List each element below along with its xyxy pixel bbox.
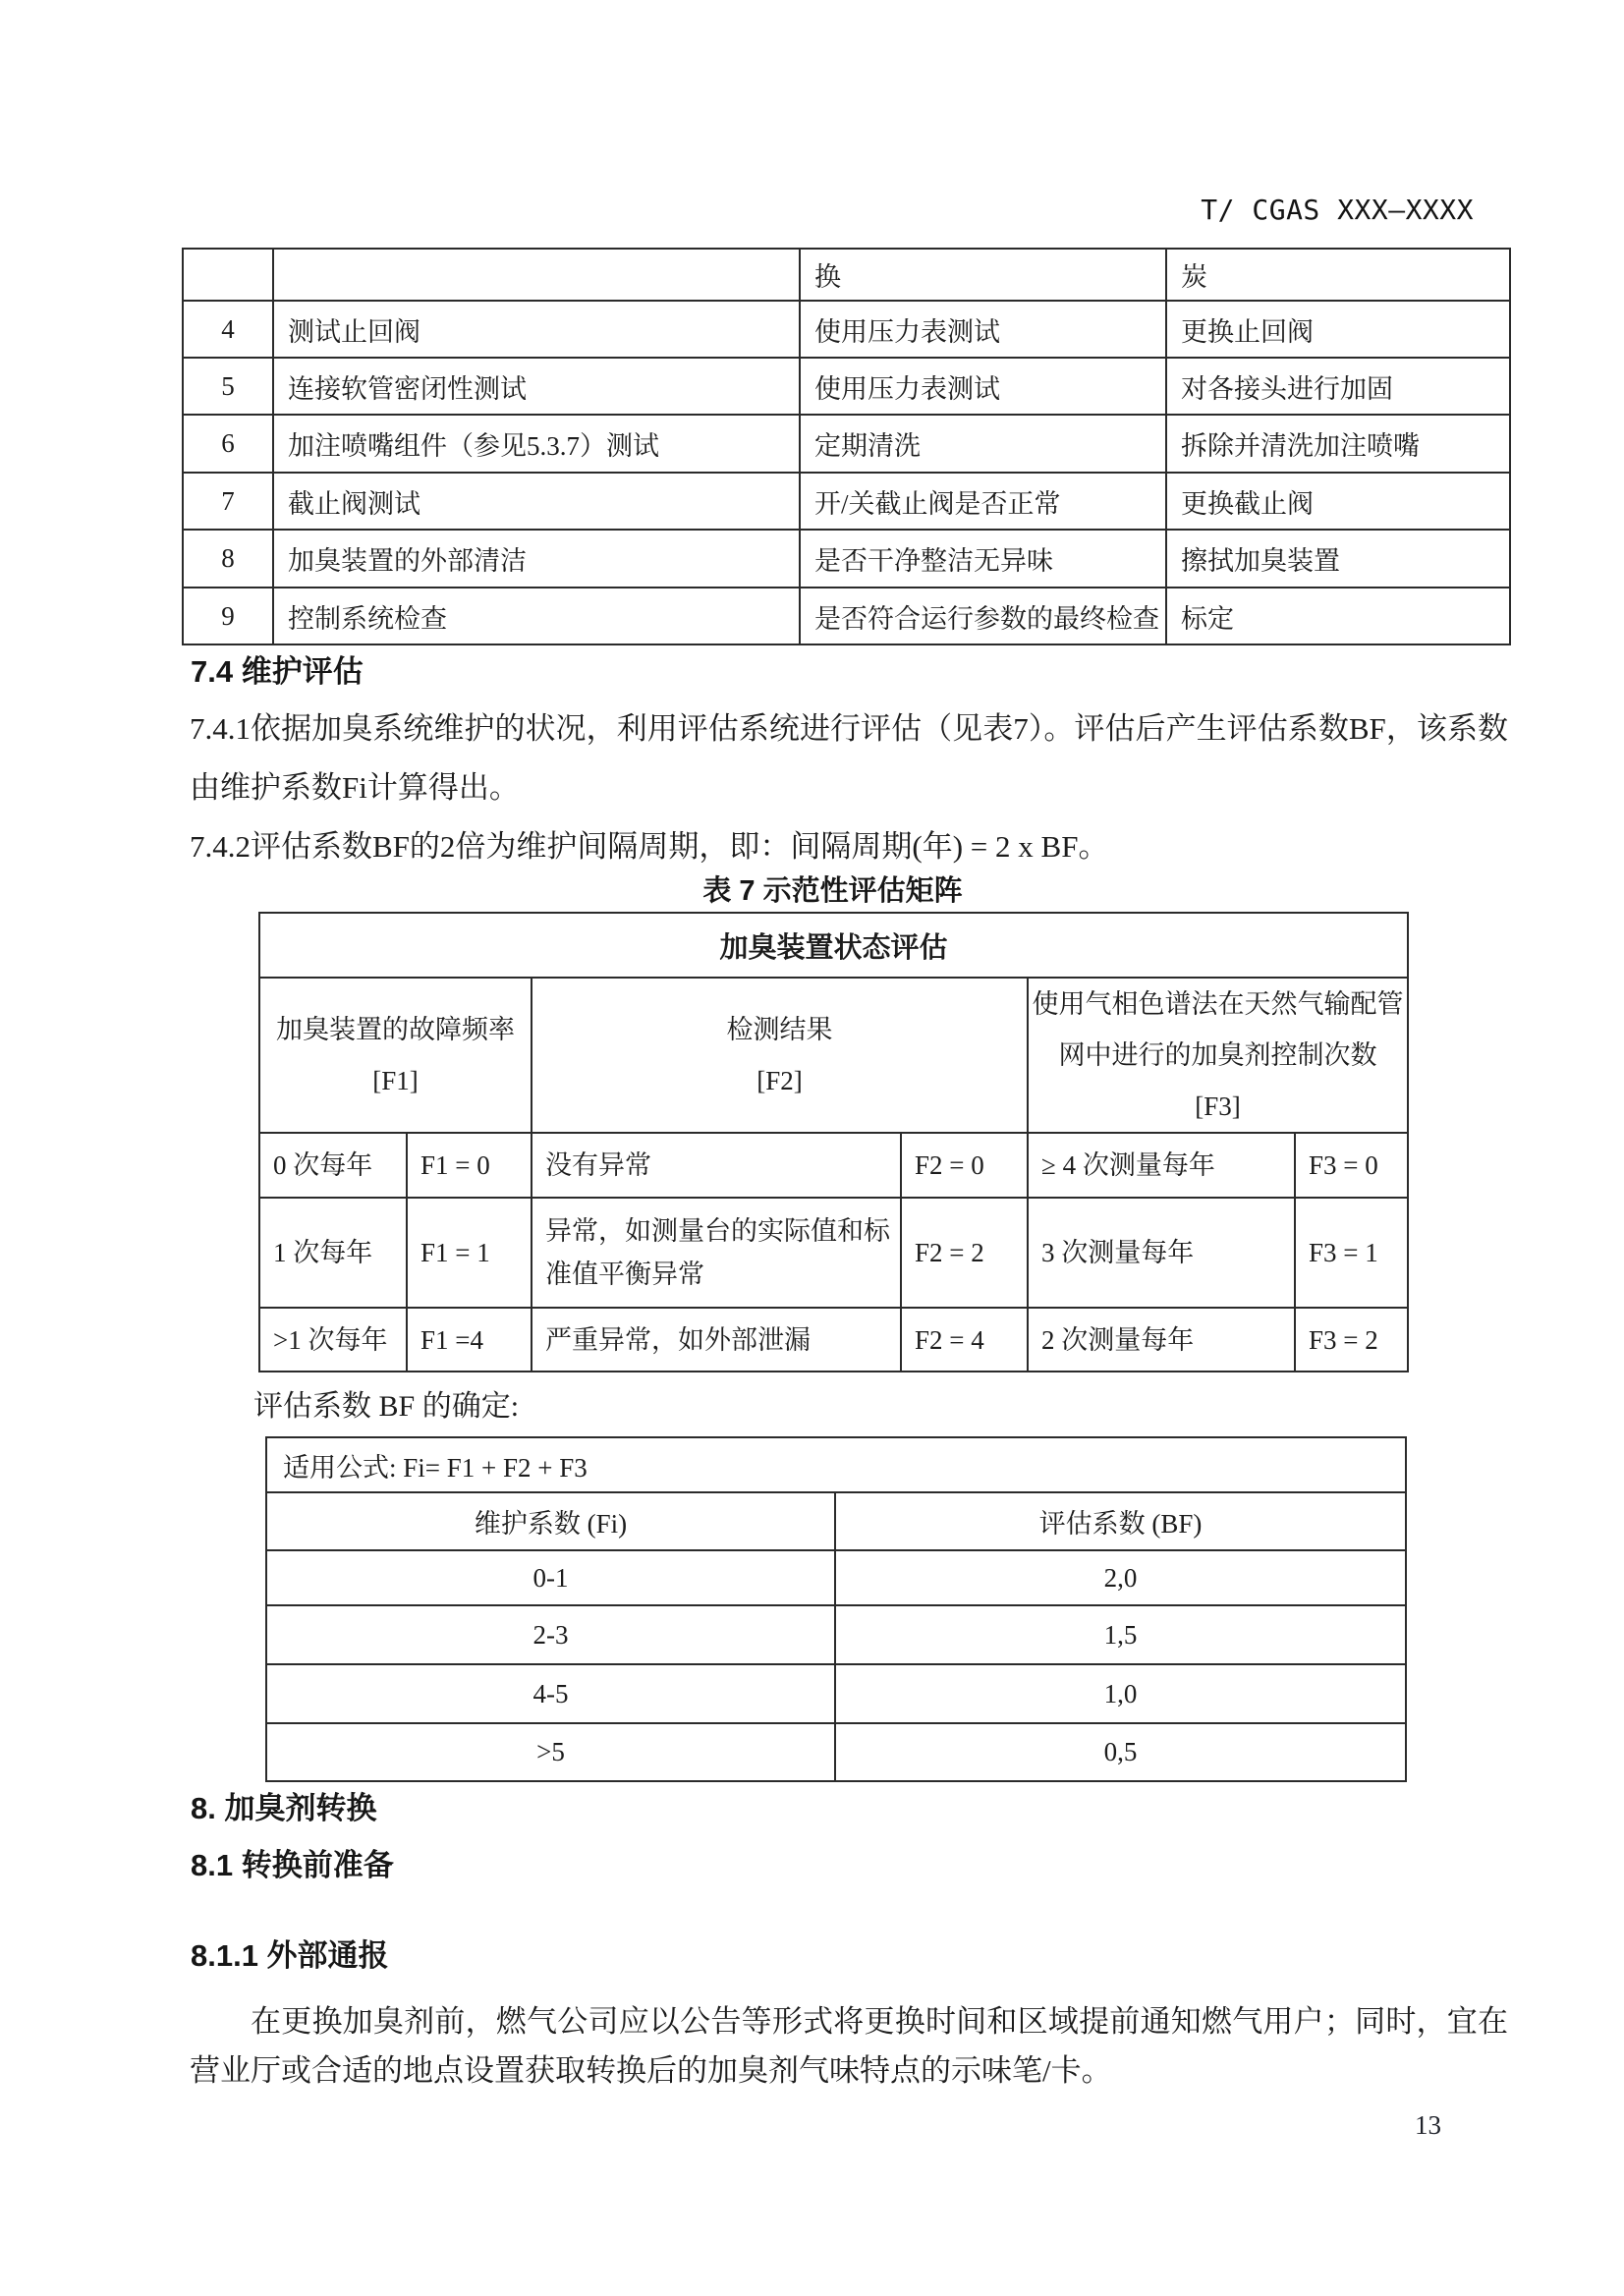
- table7-header-row: [259, 978, 1408, 1133]
- table-row: [183, 588, 1510, 644]
- freq-cell: 0 次每年: [259, 1133, 407, 1198]
- section-heading-8-1-1: 8.1.1 外部通报: [191, 1938, 389, 1973]
- header-f1: [259, 978, 532, 1133]
- count-cell: 3 次测量每年: [1028, 1198, 1295, 1308]
- f3-value-cell: F3 = 0: [1295, 1133, 1408, 1198]
- row-number: 6: [183, 415, 273, 473]
- count-cell: ≥ 4 次测量每年: [1028, 1133, 1295, 1198]
- table7-row: [259, 1133, 1408, 1198]
- table-row: [183, 473, 1510, 530]
- row-number: 8: [183, 530, 273, 588]
- method-cell: 是否干净整洁无异味: [800, 530, 1166, 588]
- maintenance-check-table: [182, 248, 1511, 645]
- evaluation-matrix-table: [258, 912, 1409, 1372]
- item-cell: 连接软管密闭性测试: [273, 358, 800, 415]
- method-cell: 定期清洗: [800, 415, 1166, 473]
- f3-value-cell: F3 = 2: [1295, 1308, 1408, 1372]
- header-f2: [532, 978, 1028, 1133]
- row-number: 9: [183, 588, 273, 644]
- row-number: 5: [183, 358, 273, 415]
- action-cell: 对各接头进行加固: [1166, 358, 1510, 415]
- header-cell-empty-2: [273, 249, 800, 301]
- table-row: [183, 530, 1510, 588]
- item-cell: 加臭装置的外部清洁: [273, 530, 800, 588]
- result-cell: 严重异常，如外部泄漏: [532, 1308, 901, 1372]
- bf-value-cell: 0,5: [835, 1723, 1406, 1781]
- bf-value-cell: 2,0: [835, 1550, 1406, 1605]
- f2-value-cell: F2 = 0: [901, 1133, 1028, 1198]
- action-cell: 更换截止阀: [1166, 473, 1510, 530]
- action-cell: 标定: [1166, 588, 1510, 644]
- bf-row: [266, 1664, 1406, 1723]
- f2-value-cell: F2 = 2: [901, 1198, 1028, 1308]
- method-cell: 使用压力表测试: [800, 301, 1166, 358]
- f1-value-cell: F1 = 0: [407, 1133, 532, 1198]
- action-cell: 擦拭加臭装置: [1166, 530, 1510, 588]
- header-f2-line1: 检测结果: [726, 1015, 833, 1044]
- f3-value-cell: F3 = 1: [1295, 1198, 1408, 1308]
- table7-title: 加臭装置状态评估: [259, 913, 1408, 978]
- table-row: [183, 358, 1510, 415]
- bf-col2-header: 评估系数 (BF): [835, 1492, 1406, 1550]
- bf-determination-label: 评估系数 BF 的确定:: [253, 1390, 520, 1423]
- item-cell: 测试止回阀: [273, 301, 800, 358]
- fi-range-cell: 4-5: [266, 1664, 835, 1723]
- table7-row: [259, 1308, 1408, 1372]
- row-number: 4: [183, 301, 273, 358]
- action-cell: 更换止回阀: [1166, 301, 1510, 358]
- header-f2-line2: [F2]: [756, 1066, 803, 1095]
- f2-value-cell: F2 = 4: [901, 1308, 1028, 1372]
- f1-value-cell: F1 =4: [407, 1308, 532, 1372]
- paragraph-8-1-1: 在更换加臭剂前，燃气公司应以公告等形式将更换时间和区域提前通知燃气用户；同时，宜在营业厅或合适的地点设置获取转换后的加臭剂气味特点的示味笔/卡。: [190, 2004, 1508, 2088]
- bf-row: [266, 1723, 1406, 1781]
- fi-range-cell: >5: [266, 1723, 835, 1781]
- result-cell: 异常，如测量台的实际值和标准值平衡异常: [532, 1198, 901, 1308]
- item-cell: 控制系统检查: [273, 588, 800, 644]
- bf-row: [266, 1550, 1406, 1605]
- header-f1-line2: [F1]: [372, 1066, 419, 1095]
- fi-range-cell: 2-3: [266, 1605, 835, 1664]
- section-heading-8: 8. 加臭剂转换: [191, 1791, 377, 1825]
- action-cell: 拆除并清洗加注喷嘴: [1166, 415, 1510, 473]
- result-cell: 没有异常: [532, 1133, 901, 1198]
- section-heading-7-4: 7.4 维护评估: [191, 654, 364, 689]
- header-f3-line1: 使用气相色谱法在天然气输配管: [1032, 989, 1404, 1019]
- item-cell: 截止阀测试: [273, 473, 800, 530]
- header-cell-tan: 炭: [1166, 249, 1510, 301]
- bf-value-cell: 1,0: [835, 1664, 1406, 1723]
- table-row: [183, 301, 1510, 358]
- header-f3-line2: 网中进行的加臭剂控制次数: [1058, 1040, 1377, 1070]
- page-header-standard-number: T/ CGAS XXX—XXXX: [1201, 194, 1474, 226]
- bf-header-row: [266, 1492, 1406, 1550]
- bf-coefficient-table: [265, 1436, 1407, 1782]
- count-cell: 2 次测量每年: [1028, 1308, 1295, 1372]
- method-cell: 使用压力表测试: [800, 358, 1166, 415]
- header-cell-huan: 换: [800, 249, 1166, 301]
- freq-cell: 1 次每年: [259, 1198, 407, 1308]
- header-f3: [1028, 978, 1408, 1133]
- bf-formula-row: [266, 1437, 1406, 1492]
- section-heading-8-1: 8.1 转换前准备: [191, 1848, 394, 1882]
- paragraph-7-4-2: 7.4.2评估系数BF的2倍为维护间隔周期，即：间隔周期(年) = 2 x BF。: [190, 829, 1109, 864]
- bf-value-cell: 1,5: [835, 1605, 1406, 1664]
- header-f1-line1: 加臭装置的故障频率: [276, 1015, 515, 1044]
- bf-formula: 适用公式: Fi= F1 + F2 + F3: [266, 1437, 1406, 1492]
- item-cell: 加注喷嘴组件（参见5.3.7）测试: [273, 415, 800, 473]
- header-f3-line3: [F3]: [1195, 1092, 1241, 1121]
- table7-caption: 表 7 示范性评估矩阵: [702, 875, 963, 907]
- bf-row: [266, 1605, 1406, 1664]
- paragraph-7-4-1: 7.4.1依据加臭系统维护的状况，利用评估系统进行评估（见表7）。评估后产生评估系数BF，该系数由维护系数Fi计算得出。: [190, 711, 1508, 805]
- freq-cell: >1 次每年: [259, 1308, 407, 1372]
- table7-title-row: [259, 913, 1408, 978]
- method-cell: 是否符合运行参数的最终检查: [800, 588, 1166, 644]
- bf-col1-header: 维护系数 (Fi): [266, 1492, 835, 1550]
- row-number: 7: [183, 473, 273, 530]
- page-number: 13: [1415, 2110, 1441, 2140]
- method-cell: 开/关截止阀是否正常: [800, 473, 1166, 530]
- table-row: [183, 415, 1510, 473]
- table-header-row: [183, 249, 1510, 301]
- table7-row: [259, 1198, 1408, 1308]
- fi-range-cell: 0-1: [266, 1550, 835, 1605]
- header-cell-empty-1: [183, 249, 273, 301]
- f1-value-cell: F1 = 1: [407, 1198, 532, 1308]
